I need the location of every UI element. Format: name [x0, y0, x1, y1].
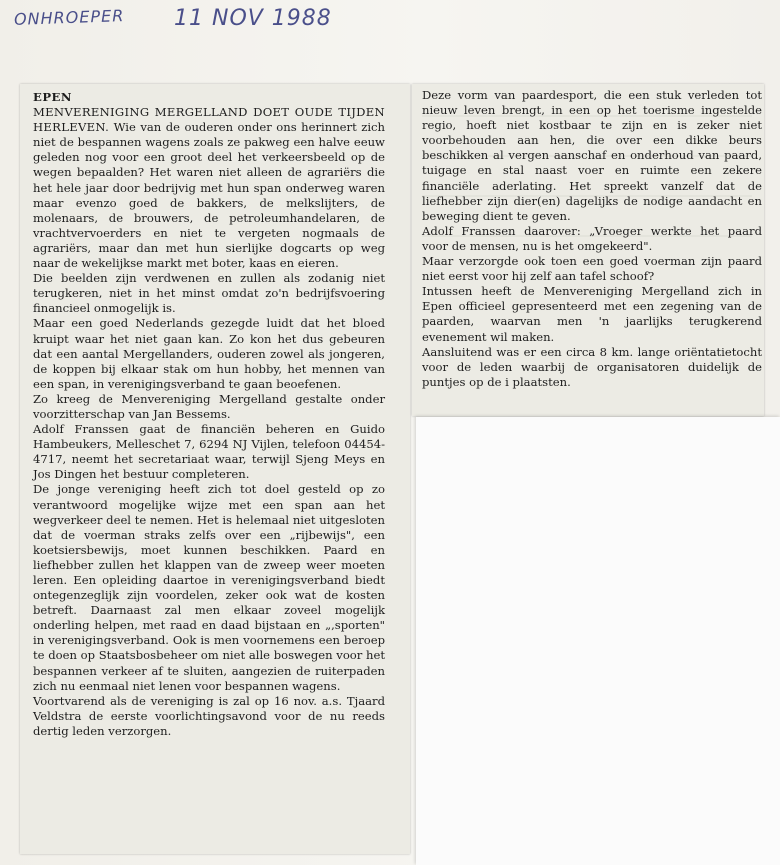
article-paragraph: Zo kreeg de Menvereniging Mergelland gestalte onder voorzitterschap van Jan Bessems. [33, 391, 385, 421]
article-dateline: EPEN [33, 90, 72, 104]
article-paragraph: De jonge vereniging heeft zich tot doel gesteld op zo verantwoord mogelijke wijze met een span aan het wegverkeer deel te nemen. Het is helemaal niet uitgesloten dat de voerman straks zelfs over een „rijbewijs", een koetsiersbewijs, moet kunnen beschikken. Paard en liefhebber zullen het klappen van de zweep weer moeten leren. Een opleiding daartoe in verenigingsverband biedt ontegenzeglijk zijn voordelen, zeker ook wat de kosten betreft. Daarnaast zal men elkaar zoveel mogelijk onderling helpen, met raad en daad bijstaan en „,sporten" in verenigingsverband. Ook is men voornemens een beroep te doen op Staatsbosbeheer om niet alle boswegen voor het bespannen verkeer af te sluiten, aangezien de ruiterpaden zich nu eenmaal niet lenen voor bespannen wagens. [33, 482, 386, 693]
article-right-column [422, 88, 762, 390]
article-paragraph: Die beelden zijn verdwenen en zullen als zodanig niet terugkeren, niet in het minst omdat zo'n bedrijfsvoering financieel onmogelijk is. [33, 271, 385, 316]
blank-paper-insert [416, 417, 780, 865]
article-left-column [33, 90, 385, 739]
article-paragraph: Maar een goed Nederlands gezegde luidt dat het bloed kruipt waar het niet gaan kan. Zo kon het dus gebeuren dat een aantal Mergellanders, ouderen zowel als jongeren, de koppen bij elkaar stak om hun hobby, het mennen van een span, in verenigingsverband te gaan beoefenen. [33, 316, 385, 391]
article-paragraph: Intussen heeft de Menvereniging Mergelland zich in Epen officieel gepresenteerd met een zegening van de paarden, waarvan men 'n jaarlijks terugkerend evenement wil maken. [422, 284, 762, 344]
handwritten-source: ONHROEPER [13, 6, 125, 29]
article-paragraph: Deze vorm van paardesport, die een stuk verleden tot nieuw leven brengt, in een op het toerisme ingestelde regio, hoeft niet kostbaar te zijn en is zeker niet voorbehouden aan hen, die over een dikke beurs beschikken al vergen aanschaf en onderhoud van paard, tuigage en stal naast voer en ruimte een zekere financiële aderlating. Het spreekt vanzelf dat de liefhebber zijn dier(en) dagelijks de nodige aandacht en beweging dient te geven. [422, 88, 762, 223]
article-paragraph: Wie van de ouderen onder ons herinnert zich niet de bespannen wagens zoals ze pakweg een halve eeuw geleden nog voor een groot deel het verkeersbeeld op de wegen bepaalden? Het waren niet alleen de agrariërs die het hele jaar door bedrijvig met hun span onderweg waren maar evenzo goed de bakkers, de melkslijters, de molenaars, de brouwers, de petroleumhandelaren, de vrachtvervoerders en niet te vergeten nogmaals de agrariërs, maar dan met hun sierlijke dogcarts op weg naar de wekelijkse markt met boter, kaas en eieren. [33, 120, 385, 271]
article-paragraph: Voortvarend als de vereniging is zal op 16 nov. a.s. Tjaard Veldstra de eerste voorlichtingsavond voor de nu reeds dertig leden verzorgen. [33, 693, 385, 738]
article-headline: MENVERENIGING MERGELLAND DOET OUDE TIJDEN HERLEVEN. [33, 105, 385, 135]
handwritten-date: 11 NOV 1988 [174, 6, 332, 31]
article-paragraph: Adolf Franssen daarover: „Vroeger werkte het paard voor de mensen, nu is het omgekeerd". [422, 223, 762, 253]
article-paragraph: Aansluitend was er een circa 8 km. lange oriëntatietocht voor de leden waarbij de organisatoren duidelijk de puntjes op de i plaatsten. [422, 344, 762, 389]
article-paragraph: Adolf Franssen gaat de financiën beheren en Guido Hambeukers, Melleschet 7, 6294 NJ Vijlen, telefoon 04454-4717, neemt het secretariaat waar, terwijl Sjeng Meys en Jos Dingen het bestuur completeren. [33, 422, 385, 482]
article-lead-paragraph [33, 105, 385, 271]
article-paragraph: Maar verzorgde ook toen een goed voerman zijn paard niet eerst voor hij zelf aan tafel schoof? [422, 254, 762, 284]
